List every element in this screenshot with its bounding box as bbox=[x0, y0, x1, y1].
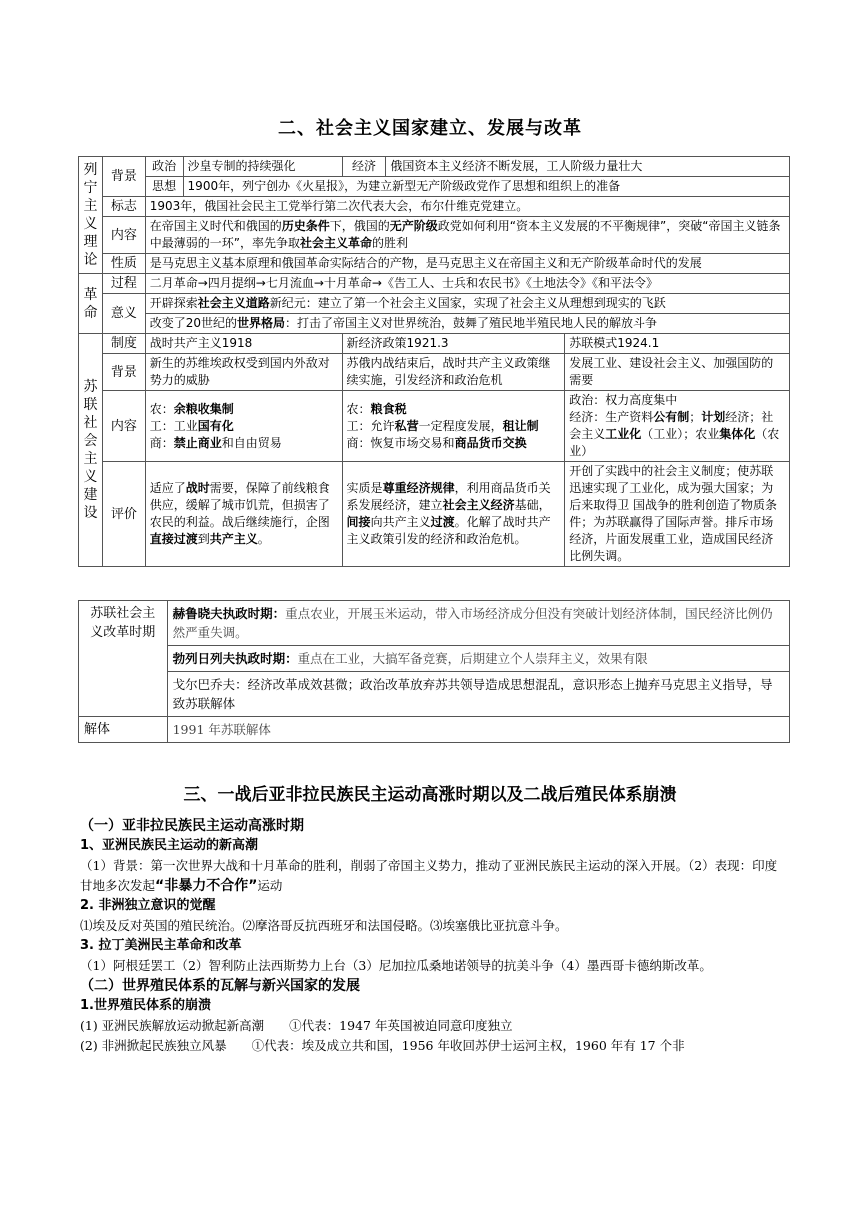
nature-text: 是马克思主义基本原理和俄国革命实际结合的产物，是马克思主义在帝国主义和无产阶级革命时代的发展 bbox=[145, 254, 789, 274]
label-content: 内容 bbox=[102, 217, 145, 254]
content3: 政治：权力高度集中 经济：生产资料公有制；计划经济；社会主义工业化（工业）；农业集体化（农业） bbox=[565, 391, 790, 462]
gorbachev-row: 戈尔巴乔夫：经济改革成效甚微；政治改革放弃苏共领导造成思想混乱，意识形态上抛弃马克思主义指导，导致苏联解体 bbox=[167, 672, 789, 717]
group-ussr: 苏联社会主义建设 bbox=[79, 334, 103, 567]
bg1: 新生的苏维埃政权受到国内外敌对势力的威胁 bbox=[145, 354, 342, 391]
dissolve-label: 解体 bbox=[79, 717, 168, 743]
meaning-2: 改变了20世纪的世界格局：打击了帝国主义对世界统治，鼓舞了殖民地半殖民地人民的解放斗争 bbox=[145, 314, 789, 334]
label-ussr-content: 内容 bbox=[102, 391, 145, 462]
economy-text: 俄国资本主义经济不断发展，工人阶级力量壮大 bbox=[386, 157, 790, 177]
eval3: 开创了实践中的社会主义制度；使苏联迅速实现了工业化，成为强大国家；为后来取得卫 国战争的胜利创造了物质条件；为苏联赢得了国际声誉。排斥市场经济，片面发展重工业，造成国民经济比例失调。 bbox=[565, 462, 790, 567]
section-title-2: 二、社会主义国家建立、发展与改革 bbox=[278, 118, 582, 139]
thought-text: 1900年，列宁创办《火星报》，为建立新型无产阶级政党作了思想和组织上的准备 bbox=[183, 177, 789, 197]
col2-title: 新经济政策1921.3 bbox=[342, 334, 565, 354]
process-text: 二月革命→四月提纲→七月流血→十月革命→《告工人、士兵和农民书》《土地法令》《和平法令》 bbox=[145, 274, 789, 294]
col3-title: 苏联模式1924.1 bbox=[565, 334, 790, 354]
label-process: 过程 bbox=[102, 274, 145, 294]
label-politics: 政治 bbox=[145, 157, 183, 177]
content1: 农：余粮收集制 工：工业国有化 商：禁止商业和自由贸易 bbox=[145, 391, 342, 462]
content2: 农：粮食税 工：允许私营一定程度发展，租让制 商：恢复市场交易和商品货币交换 bbox=[342, 391, 565, 462]
label-nature: 性质 bbox=[102, 254, 145, 274]
col1-title: 战时共产主义1918 bbox=[145, 334, 342, 354]
brezhnev-row: 勃列日列夫执政时期：重点在工业，大搞军备竞赛，后期建立个人崇拜主义，效果有限 bbox=[167, 646, 789, 672]
content-text: 在帝国主义时代和俄国的历史条件下，俄国的无产阶级政党如何利用“资本主义发展的不平衡规律”，突破“帝国主义链条中最薄弱的一环”，率先争取社会主义革命的胜利 bbox=[145, 217, 789, 254]
heading-latam: 3. 拉丁美洲民主革命和改革 bbox=[80, 938, 242, 953]
label-system: 制度 bbox=[102, 334, 145, 354]
para-asia: （1）背景：第一次世界大战和十月革命的胜利，削弱了帝国主义势力，推动了亚洲民族民主运动的深入开展。（2）表现：印度甘地多次发起“非暴力不合作”运动 bbox=[80, 858, 778, 894]
reform-label: 苏联社会主义改革时期 bbox=[79, 601, 168, 717]
label-economy: 经济 bbox=[342, 157, 386, 177]
para-africa: ⑴埃及反对英国的殖民统治。⑵摩洛哥反抗西班牙和法国侵略。⑶埃塞俄比亚抗意斗争。 bbox=[80, 918, 568, 933]
mark-text: 1903年，俄国社会民主工党举行第二次代表大会，布尔什维克党建立。 bbox=[145, 197, 789, 217]
para-latam: （1）阿根廷罢工（2）智利防止法西斯势力上台（3）尼加拉瓜桑地诺领导的抗美斗争（4）墨西哥卡德纳斯改革。 bbox=[80, 958, 712, 973]
label-background: 背景 bbox=[102, 157, 145, 197]
eval2: 实质是尊重经济规律，利用商品货币关系发展经济，建立社会主义经济基础，间接向共产主义过渡。化解了战时共产主义政策引发的经济和政治危机。 bbox=[342, 462, 565, 567]
bg3: 发展工业、建设社会主义、加强国防的需要 bbox=[565, 354, 790, 391]
heading-collapse: 1.世界殖民体系的崩溃 bbox=[80, 998, 211, 1013]
label-ussr-background: 背景 bbox=[102, 354, 145, 391]
eval1: 适应了战时需要，保障了前线粮食供应，缓解了城市饥荒，但损害了农民的利益。战后继续施行，企图直接过渡到共产主义。 bbox=[145, 462, 342, 567]
politics-text: 沙皇专制的持续强化 bbox=[183, 157, 342, 177]
para-africa-independence: (2) 非洲掀起民族独立风暴 ①代表：埃及成立共和国，1956 年收回苏伊士运河主权，1960 年有 17 个非 bbox=[80, 1038, 685, 1053]
meaning-1: 开辟探索社会主义道路新纪元：建立了第一个社会主义国家，实现了社会主义从理想到现实的飞跃 bbox=[145, 294, 789, 314]
subsection-1: （一）亚非拉民族民主运动高涨时期 bbox=[80, 818, 304, 834]
subsection-2: （二）世界殖民体系的瓦解与新兴国家的发展 bbox=[80, 978, 360, 994]
heading-africa: 2. 非洲独立意识的觉醒 bbox=[80, 898, 216, 913]
label-thought: 思想 bbox=[145, 177, 183, 197]
reform-table bbox=[78, 600, 790, 743]
label-mark: 标志 bbox=[102, 197, 145, 217]
group-leninism: 列宁主义理论 bbox=[79, 157, 103, 274]
dissolve-text: 1991 年苏联解体 bbox=[167, 717, 789, 743]
socialism-table bbox=[78, 156, 790, 567]
label-evaluation: 评价 bbox=[102, 462, 145, 567]
para-asia-liberation: (1) 亚洲民族解放运动掀起新高潮 ①代表：1947 年英国被迫同意印度独立 bbox=[80, 1018, 513, 1033]
khrushchev-row: 赫鲁晓夫执政时期：重点农业，开展玉米运动，带入市场经济成分但没有突破计划经济体制，国民经济比例仍然严重失调。 bbox=[167, 601, 789, 646]
section3-body bbox=[80, 816, 788, 1056]
label-meaning: 意义 bbox=[102, 294, 145, 334]
bg2: 苏俄内战结束后，战时共产主义政策继续实施，引发经济和政治危机 bbox=[342, 354, 565, 391]
heading-asia: 1、亚洲民族民主运动的新高潮 bbox=[80, 838, 259, 853]
section-title-3: 三、一战后亚非拉民族民主运动高涨时期以及二战后殖民体系崩溃 bbox=[183, 785, 677, 805]
group-revolution: 革命 bbox=[79, 274, 103, 334]
